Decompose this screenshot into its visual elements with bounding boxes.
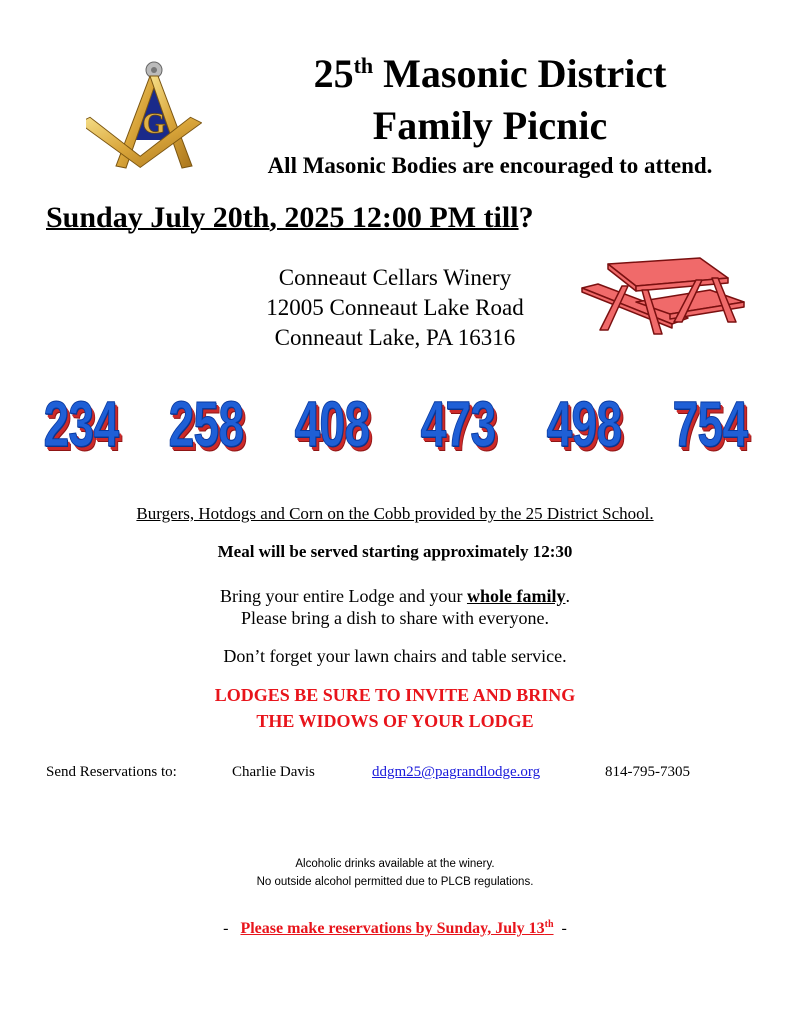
address-city: Conneaut Lake, PA 16316 (274, 325, 516, 350)
event-date (46, 200, 746, 236)
alcohol-note-line1: Alcoholic drinks available at the winery. (295, 858, 495, 870)
title-rest: Masonic District (373, 51, 667, 96)
food-info: Burgers, Hotdogs and Corn on the Cobb provided by the 25 District School. (136, 504, 654, 523)
lodge-number: 258 (168, 388, 244, 460)
deadline-text (240, 920, 553, 937)
bring-family-line (60, 585, 730, 607)
meal-time: Meal will be served starting approximately 12:30 (217, 542, 573, 561)
dish-line: Please bring a dish to share with everyone. (241, 608, 549, 628)
chairs-line: Don’t forget your lawn chairs and table service. (223, 646, 567, 666)
svg-text:G: G (142, 107, 166, 140)
masonic-square-compass-icon (86, 60, 202, 178)
page-title (200, 52, 780, 96)
reservation-deadline (60, 918, 730, 940)
lodge-number: 408 (294, 388, 370, 460)
deadline-dash-right: - (561, 920, 567, 937)
lodge-numbers (43, 384, 747, 468)
page-title-line2: Family Picnic (372, 103, 608, 148)
bring-prefix: Bring your entire Lodge and your (220, 586, 467, 606)
title-number: 25 (313, 51, 354, 96)
title-suffix: th (353, 53, 374, 78)
event-date-text: Sunday July 20th, 2025 12:00 PM till (46, 201, 519, 234)
reservations-label: Send Reservations to: (46, 764, 177, 780)
address-venue: Conneaut Cellars Winery (278, 265, 512, 290)
deadline-main: Please make reservations by Sunday, July 13 (240, 920, 545, 937)
bring-emphasis: whole family (466, 586, 566, 606)
address-street: 12005 Conneaut Lake Road (266, 295, 524, 320)
contact-name: Charlie Davis (232, 764, 315, 780)
event-date-trailing: ? (518, 201, 534, 234)
deadline-dash-left: - (223, 920, 229, 937)
contact-phone: 814-795-7305 (605, 764, 690, 780)
subtitle: All Masonic Bodies are encouraged to attend. (267, 153, 713, 178)
deadline-suffix: th (544, 919, 554, 930)
widows-notice-line2: THE WIDOWS OF YOUR LODGE (256, 711, 534, 731)
alcohol-note-line2: No outside alcohol permitted due to PLCB regulations. (256, 876, 534, 888)
bring-suffix: . (565, 586, 570, 606)
lodge-number: 473 (420, 388, 496, 460)
contact-email-link[interactable]: ddgm25@pagrandlodge.org (372, 764, 541, 780)
lodge-number: 234 (43, 388, 118, 460)
lodge-number: 754 (672, 388, 747, 460)
lodge-number: 498 (546, 388, 622, 460)
picnic-table-icon (578, 256, 746, 336)
widows-notice-line1: LODGES BE SURE TO INVITE AND BRING (214, 685, 576, 705)
